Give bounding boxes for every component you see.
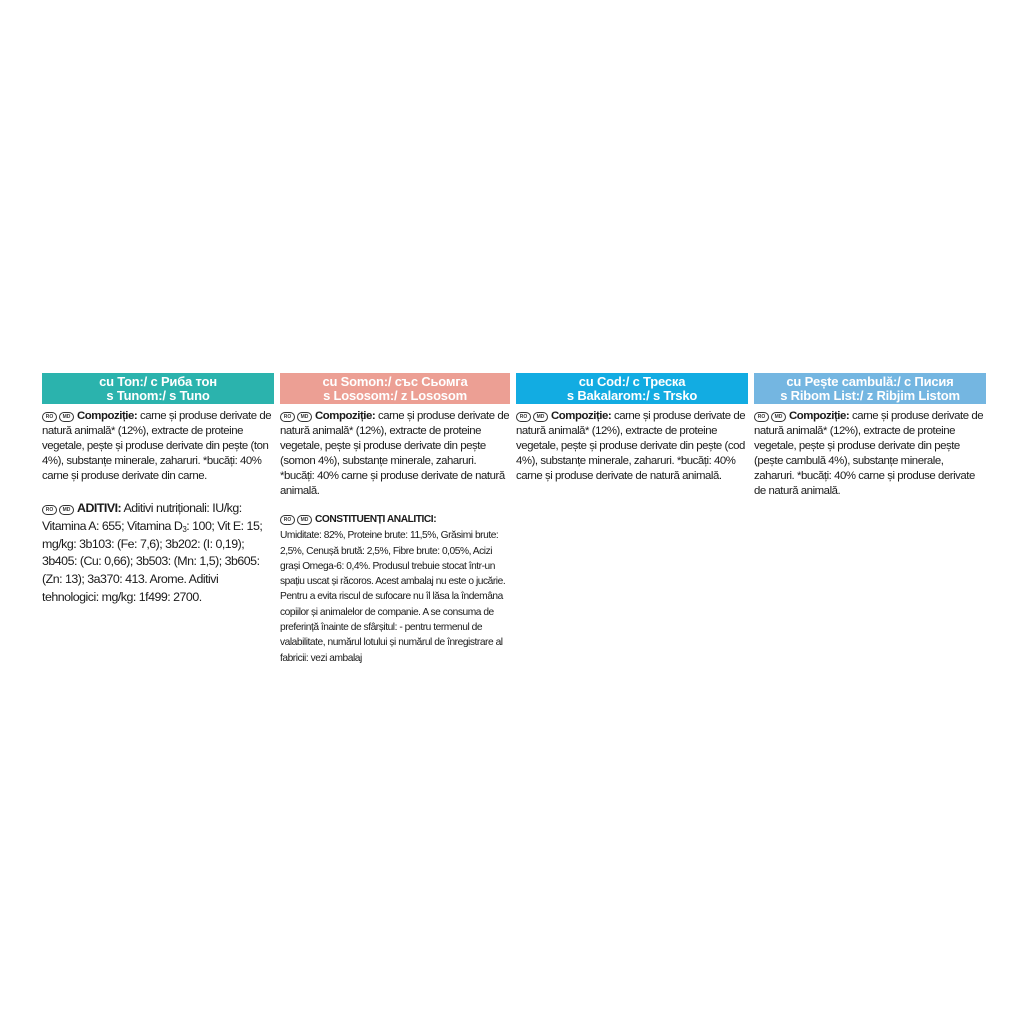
composition-label: Compoziție: (551, 410, 612, 422)
composition-plaice (754, 409, 986, 499)
md-badge-icon: MD (59, 505, 74, 515)
composition-tuna (42, 409, 274, 484)
composition-text: carne și produse derivate de natură animală* (12%), extracte de proteine vegetale, pește și produse derivate din pește (pește cambulă 4%), substanțe minerale, zaharuri. *bucăți: 40% carne și produse derivate de natură animală. (754, 410, 984, 497)
composition-text: carne și produse derivate de natură animală* (12%), extracte de proteine vegetale, pește și produse derivate din pește (cod 4%), substanțe minerale, zaharuri. *bucăți: 40% carne și produse derivate de natură animală. (516, 410, 746, 482)
column-plaice (754, 373, 986, 499)
header-salmon-line2: s Lososom:/ z Lososom (323, 387, 467, 403)
md-badge-icon: MD (59, 412, 74, 422)
md-badge-icon: MD (533, 412, 548, 422)
country-badges (280, 515, 312, 525)
column-tuna (42, 373, 274, 607)
md-badge-icon: MD (297, 412, 312, 422)
country-badges (754, 412, 786, 422)
country-badges (42, 412, 74, 422)
ro-badge-icon: RO (280, 412, 295, 422)
header-cod-line1: cu Cod:/ с Треска (578, 373, 686, 389)
header-salmon (280, 373, 510, 404)
header-tuna-line1: cu Ton:/ с Риба тон (99, 373, 217, 389)
composition-salmon (280, 409, 510, 499)
header-tuna (42, 373, 274, 404)
composition-cod (516, 409, 748, 484)
composition-label: Compoziție: (77, 410, 138, 422)
constituents-block (280, 512, 510, 666)
header-cod-line2: s Bakalarom:/ s Trsko (566, 387, 698, 403)
header-tuna-line2: s Tunom:/ s Tuno (106, 387, 210, 403)
composition-label: Compoziție: (789, 410, 850, 422)
ro-badge-icon: RO (754, 412, 769, 422)
composition-text: carne și produse derivate de natură animală* (12%), extracte de proteine vegetale, pește și produse derivate din pește (ton 4%), substanțe minerale, zaharuri. *bucăți: 40% carne și produse derivate din carne. (42, 410, 272, 482)
constituents-label: CONSTITUENȚI ANALITICI: (315, 514, 437, 525)
ro-badge-icon: RO (42, 505, 57, 515)
header-salmon-line1: cu Somon:/ със Сьомга (322, 373, 468, 389)
composition-label: Compoziție: (315, 410, 376, 422)
md-badge-icon: MD (771, 412, 786, 422)
constituents-text: Umiditate: 82%, Proteine brute: 11,5%, Grăsimi brute: 2,5%, Cenușă brută: 2,5%, Fibre brute: 0,05%, Acizi grași Omega-6: 0,4%. Produsul trebuie stocat într-un spațiu uscat și răcoros. Acest ambalaj nu este o jucărie. Pentru a evita riscul de sufocare nu îl lăsa la îndemâna copiilor și animalelor de companie. A se consuma de preferință înainte de sfârșitul: - pentru termenul de valabilitate, numărul lotului și numărul de înregistrare al fabricii: vezi ambalaj (280, 530, 506, 664)
country-badges (42, 505, 74, 515)
column-cod (516, 373, 748, 484)
additives-label: ADITIVI: (77, 501, 122, 515)
country-badges (516, 412, 548, 422)
additives-block (42, 500, 274, 607)
additives-text-part2: : 100; Vit E: 15; mg/kg: 3b103: (Fe: 7,6); 3b202: (I: 0,19); 3b405: (Cu: 0,66); 3b503: (Mn: 1,5); 3b605: (Zn: 13); 3a370: 413. Arome. Aditivi tehnologici: mg/kg: 1f499: 2700. (42, 518, 263, 604)
column-salmon (280, 373, 510, 666)
ro-badge-icon: RO (516, 412, 531, 422)
ro-badge-icon: RO (280, 515, 295, 525)
additives-subscript: 3 (182, 524, 187, 534)
header-plaice-line1: cu Pește cambulă:/ с Писия (786, 373, 954, 389)
header-plaice-line2: s Ribom List:/ z Ribjim Listom (780, 387, 960, 403)
header-plaice (754, 373, 986, 404)
header-cod (516, 373, 748, 404)
country-badges (280, 412, 312, 422)
composition-text: carne și produse derivate de natură animală* (12%), extracte de proteine vegetale, pește și produse derivate din pește (somon 4%), substanțe minerale, zaharuri. *bucăți: 40% carne și produse derivate de natură animală. (280, 410, 510, 497)
md-badge-icon: MD (297, 515, 312, 525)
additives-text-part1: Aditivi nutriționali: IU/kg: Vitamina A: 655; Vitamina D (42, 501, 242, 533)
ro-badge-icon: RO (42, 412, 57, 422)
